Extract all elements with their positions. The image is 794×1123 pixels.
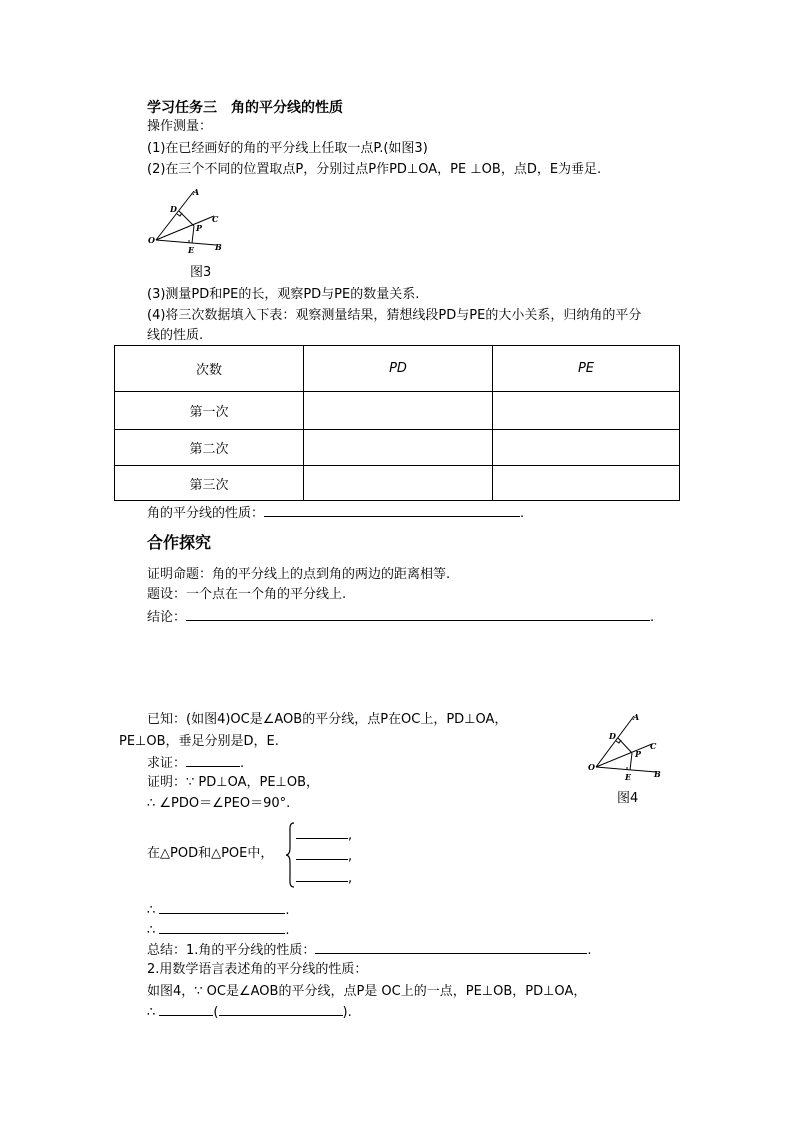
segment-pe <box>630 753 632 770</box>
proof-line-2: ∴ ∠PDO＝∠PEO＝90°. <box>147 796 291 811</box>
row-3-pe[interactable] <box>493 466 680 501</box>
given-line-2: PE⊥OB，垂足分别是D，E. <box>119 734 279 749</box>
segment-pd <box>618 738 632 753</box>
fig3-label-p: P <box>196 223 203 233</box>
brace-line-2 <box>296 847 352 866</box>
comma: , <box>348 849 353 864</box>
segment-pe <box>192 226 194 243</box>
summary-line-4 <box>147 1003 352 1022</box>
property-label: 角的平分线的性质： <box>147 506 265 521</box>
brace-blank-3[interactable] <box>296 869 348 882</box>
header-pd: PD <box>304 346 493 392</box>
therefore-line-1 <box>147 901 290 920</box>
comma: , <box>348 828 353 843</box>
find-label: 求证： <box>147 756 187 771</box>
figure-3-caption: 图3 <box>190 265 212 280</box>
header-count: 次数 <box>115 346 304 392</box>
fig4-label-d: D <box>609 731 616 741</box>
table-row <box>115 392 680 430</box>
summary-end: . <box>587 943 592 958</box>
paren-close: ). <box>342 1005 352 1020</box>
summary-label: 总结：1.角的平分线的性质： <box>147 943 316 958</box>
table-header-row <box>115 346 680 392</box>
right-angle-d <box>616 740 621 743</box>
proof-line-1: 证明：∵ PD⊥OA，PE⊥OB， <box>147 775 320 790</box>
summary-line-2: 2.用数学语言表述角的平分线的性质： <box>147 962 368 977</box>
summary-blank-reason[interactable] <box>219 1003 343 1016</box>
table-row <box>115 466 680 501</box>
dot: . <box>285 923 290 938</box>
row-1-pd[interactable] <box>304 392 493 430</box>
given-line-1: 已知：(如图4)OC是∠AOB的平分线，点P在OC上，PD⊥OA， <box>147 712 508 727</box>
fig4-label-b: B <box>654 769 661 779</box>
fig4-label-c: C <box>650 741 657 751</box>
coop-heading: 合作探究 <box>147 533 212 552</box>
therefore-line-2 <box>147 921 290 940</box>
fig4-label-o: O <box>588 762 595 772</box>
find-blank[interactable] <box>186 754 240 767</box>
conclusion-end: . <box>650 610 655 625</box>
fig3-label-a: A <box>193 187 200 197</box>
brace-line-1 <box>296 826 352 845</box>
therefore-symbol: ∴ <box>147 903 156 918</box>
brace-blank-2[interactable] <box>296 847 348 860</box>
fig3-label-o: O <box>148 235 155 245</box>
fig4-label-p: P <box>635 749 642 759</box>
therefore-symbol: ∴ <box>147 923 156 938</box>
right-angle-d <box>177 213 182 216</box>
therefore-blank-2[interactable] <box>159 921 285 934</box>
row-1-label: 第一次 <box>115 392 304 430</box>
step-4-line-1: (4)将三次数据填入下表：观察测量结果，猜想线段PD与PE的大小关系，归纳角的平分 <box>147 308 642 323</box>
property-blank[interactable] <box>264 504 520 517</box>
figure-4 <box>584 709 668 783</box>
figure-3 <box>144 184 234 256</box>
find-line <box>147 754 244 773</box>
fig4-label-a: A <box>633 712 640 722</box>
measurement-table <box>114 345 680 501</box>
fig3-label-d: D <box>170 204 177 214</box>
summary-line-1 <box>147 941 592 960</box>
row-2-pd[interactable] <box>304 430 493 466</box>
property-line <box>147 504 524 523</box>
task3-title: 学习任务三 角的平分线的性质 <box>147 100 343 116</box>
step-3: (3)测量PD和PE的长，观察PD与PE的数量关系. <box>147 287 420 302</box>
summary-blank[interactable] <box>315 941 587 954</box>
summary-blank-conclusion[interactable] <box>159 1003 213 1016</box>
conclusion-label: 结论： <box>147 610 187 625</box>
row-3-pd[interactable] <box>304 466 493 501</box>
comma: , <box>348 871 353 886</box>
premise: 题设：一个点在一个角的平分线上. <box>147 587 347 602</box>
ray-ob <box>156 240 216 245</box>
fig4-label-e: E <box>625 772 632 782</box>
operation-label: 操作测量： <box>147 119 213 134</box>
property-end: . <box>520 506 525 521</box>
step-2: (2)在三个不同的位置取点P，分别过点P作PD⊥OA，PE ⊥OB，点D，E为垂足. <box>147 162 602 177</box>
therefore-symbol: ∴ <box>147 1005 156 1020</box>
dot: . <box>285 903 290 918</box>
paren-open: ( <box>213 1005 219 1020</box>
step-4-line-2: 线的性质. <box>147 328 204 343</box>
header-pe: PE <box>493 346 680 392</box>
brace-line-3 <box>296 869 352 888</box>
table-row <box>115 430 680 466</box>
row-1-pe[interactable] <box>493 392 680 430</box>
prove-statement: 证明命题：角的平分线上的点到角的两边的距离相等. <box>147 567 451 582</box>
fig3-label-e: E <box>188 245 195 255</box>
step-1: (1)在已经画好的角的平分线上任取一点P.(如图3) <box>147 141 428 156</box>
row-3-label: 第三次 <box>115 466 304 501</box>
figure-4-caption: 图4 <box>617 791 639 806</box>
row-2-label: 第二次 <box>115 430 304 466</box>
therefore-blank-1[interactable] <box>159 901 285 914</box>
fig3-label-c: C <box>212 214 219 224</box>
left-brace <box>285 822 295 888</box>
brace-blank-1[interactable] <box>296 826 348 839</box>
conclusion-line <box>147 608 654 627</box>
conclusion-blank[interactable] <box>186 608 650 621</box>
row-2-pe[interactable] <box>493 430 680 466</box>
summary-line-3: 如图4，∵ OC是∠AOB的平分线，点P是 OC上的一点，PE⊥OB，PD⊥OA， <box>147 984 587 999</box>
find-end: . <box>240 756 245 771</box>
triangle-label: 在△POD和△POE中， <box>147 846 274 861</box>
fig3-label-b: B <box>215 242 222 252</box>
